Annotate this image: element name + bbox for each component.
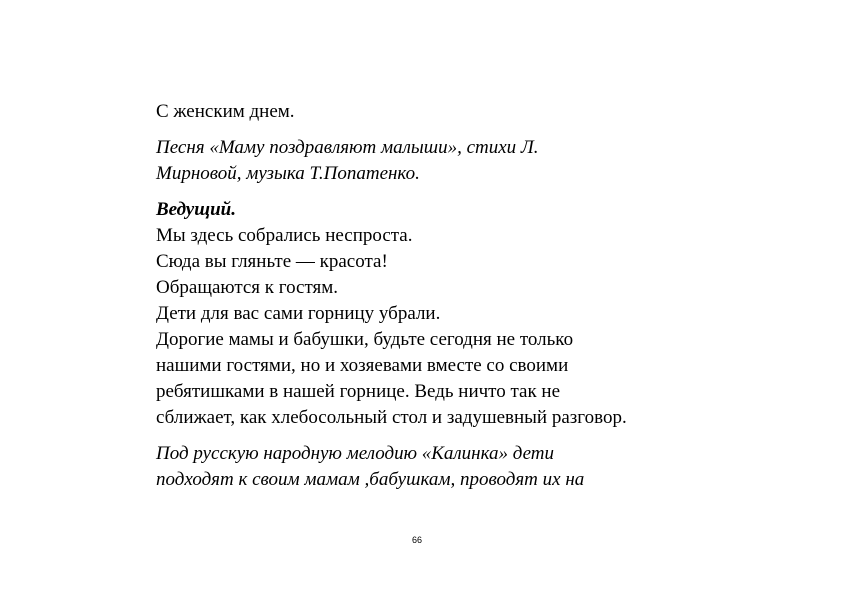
song-intro-line: Песня «Маму поздравляют малыши», стихи Л. [156,137,539,158]
host-line: сближает, как хлебосольный стол и задушевный разговор. [156,407,627,428]
stage-direction-line: Под русскую народную мелодию «Калинка» дети [156,443,554,464]
host-line: ребятишками в нашей горнице. Ведь ничто так не [156,381,561,402]
speaker-label: Ведущий. [156,199,236,220]
host-paragraph [156,197,716,431]
stage-direction-paragraph [156,441,716,493]
stage-direction-line: подходят к своим мамам ,бабушкам, проводят их на [156,469,585,490]
host-line: Дорогие мамы и бабушки, будьте сегодня не только [156,329,574,350]
heading-line: С женским днем. [156,101,295,122]
host-line: нашими гостями, но и хозяевами вместе со своими [156,355,569,376]
host-line: Сюда вы гляньте — красота! [156,251,388,272]
heading-paragraph [156,99,716,125]
song-intro-line: Мирновой, музыка Т.Попатенко. [156,163,420,184]
page-number: 66 [412,535,423,545]
song-intro-paragraph [156,135,716,187]
host-line: Мы здесь собрались неспроста. [156,225,413,246]
host-line: Дети для вас сами горницу убрали. [156,303,441,324]
page-text [156,99,716,493]
host-line: Обращаются к гостям. [156,277,339,298]
